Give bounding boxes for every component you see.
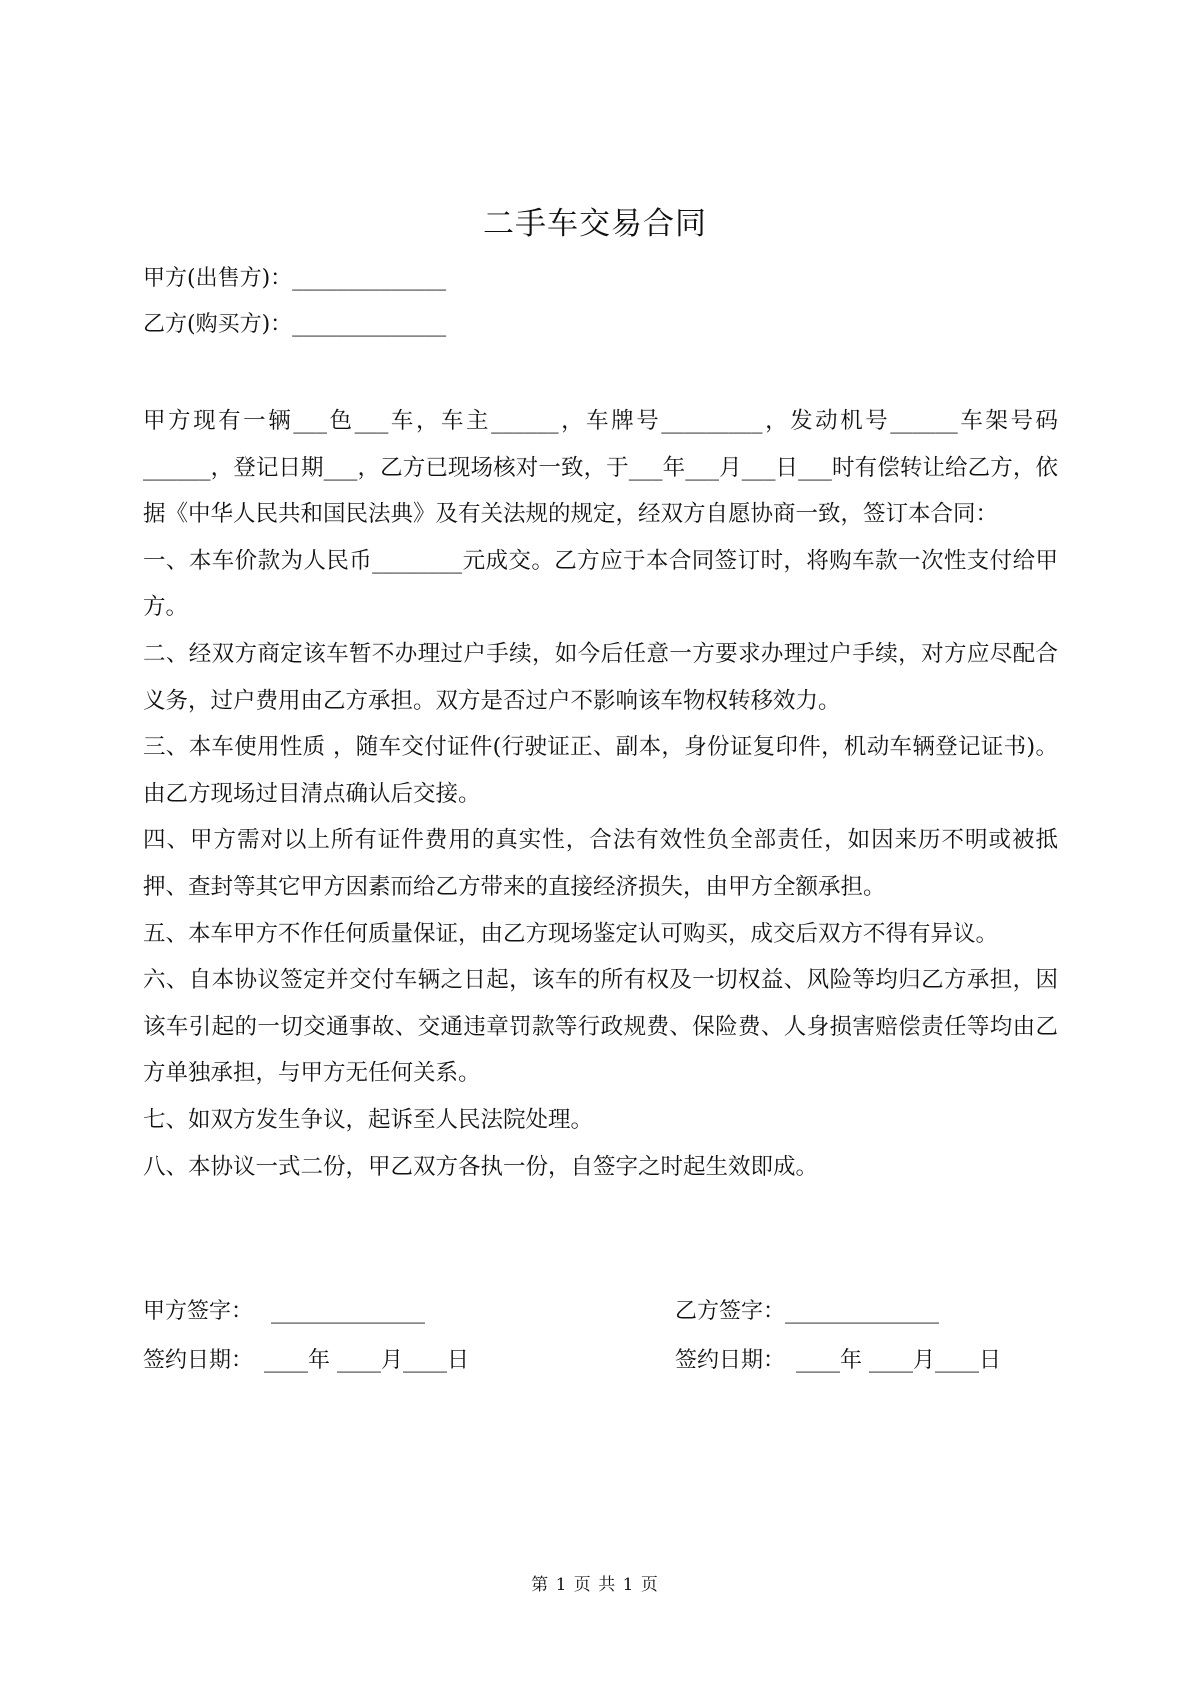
party-a-signature: 甲方签字： ______________ — [143, 1299, 425, 1324]
intro-paragraph: 甲方现有一辆___色___车，车主______，车牌号_________，发动机号______车架号码______，登记日期___，乙方已现场核对一致，于___年___月___日___时有偿转让给乙方，依据《中华人民共和国民法典》及有关法规的规定，经双方自愿协商一致，签订本合同： — [143, 408, 1058, 528]
clause-7: 七、如双方发生争议，起诉至人民法院处理。 — [143, 1106, 594, 1133]
contract-body — [143, 398, 1058, 1190]
clause-1: 一、本车价款为人民币________元成交。乙方应于本合同签订时，将购车款一次性支付给甲方。 — [143, 547, 1058, 621]
clause-2: 二、经双方商定该车暂不办理过户手续，如今后任意一方要求办理过户手续，对方应尽配合义务，过户费用由乙方承担。双方是否过户不影响该车物权转移效力。 — [143, 640, 1058, 714]
page-footer: 第 1 页 共 1 页 — [531, 1575, 659, 1595]
clause-5: 五、本车甲方不作任何质量保证，由乙方现场鉴定认可购买，成交后双方不得有异议。 — [143, 920, 999, 947]
page-title: 二手车交易合同 — [483, 206, 707, 242]
party-b-sign-date: 签约日期： ____年 ____月____日 — [675, 1348, 1001, 1373]
party-b-line: 乙方(购买方)：______________ — [143, 312, 447, 337]
clause-4: 四、甲方需对以上所有证件费用的真实性，合法有效性负全部责任，如因来历不明或被抵押、查封等其它甲方因素而给乙方带来的直接经济损失，由甲方全额承担。 — [143, 827, 1058, 900]
party-a-sign-date: 签约日期： ____年 ____月____日 — [143, 1348, 469, 1373]
clause-6: 六、自本协议签定并交付车辆之日起，该车的所有权及一切权益、风险等均归乙方承担，因该车引起的一切交通事故、交通违章罚款等行政规费、保险费、人身损害赔偿责任等均由乙方单独承担，与甲方无任何关系。 — [143, 967, 1058, 1087]
clause-8: 八、本协议一式二份，甲乙双方各执一份，自签字之时起生效即成。 — [143, 1153, 819, 1180]
clause-3: 三、本车使用性质 ，随车交付证件(行驶证正、副本，身份证复印件，机动车辆登记证书)。由乙方现场过目清点确认后交接。 — [143, 734, 1058, 807]
party-a-line: 甲方(出售方)：______________ — [143, 266, 447, 291]
party-b-signature: 乙方签字：______________ — [675, 1299, 940, 1324]
